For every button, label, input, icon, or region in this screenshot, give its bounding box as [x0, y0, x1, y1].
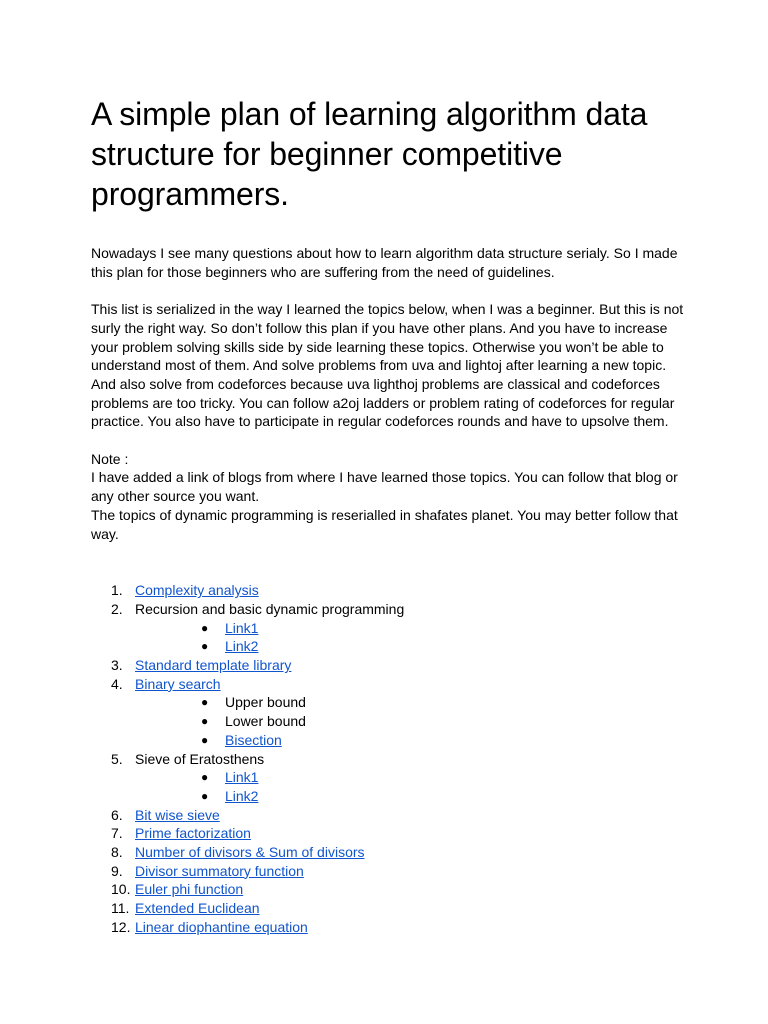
sub-link-link2[interactable]: Link2 [225, 638, 259, 655]
topic-item-divisor-summatory-function [91, 862, 688, 881]
note-block [91, 450, 688, 544]
topic-label-sieve-of-eratosthens: Sieve of Eratosthens [135, 750, 265, 767]
note-label: Note : [91, 450, 129, 467]
bullet-icon: ● [201, 714, 209, 729]
note-line-blogs: I have added a link of blogs from where I have learned those topics. You can follow that blog or any other source you want. [91, 469, 678, 505]
topic-item-euler-phi-function [91, 880, 688, 899]
bullet-icon: ● [201, 770, 209, 785]
sub-item [135, 619, 688, 638]
sub-label-upper-bound: Upper bound [225, 694, 306, 711]
topic-link-number-of-divisors-and-sum-of-divisors[interactable]: Number of divisors & Sum of divisors [135, 844, 365, 861]
topic-link-bit-wise-sieve[interactable]: Bit wise sieve [135, 806, 220, 823]
sub-item [135, 787, 688, 806]
topic-link-extended-euclidean[interactable]: Extended Euclidean [135, 900, 260, 917]
topic-item-linear-diophantine-equation [91, 918, 688, 937]
intro-paragraph: Nowadays I see many questions about how to learn algorithm data structure serialy. So I made this plan for those beginners who are suffering from the need of guidelines. [91, 245, 678, 280]
bullet-icon: ● [201, 732, 209, 747]
sub-item [135, 768, 688, 787]
sub-link-link1[interactable]: Link1 [225, 619, 259, 636]
sub-item [135, 712, 688, 731]
topic-number: 12. [111, 918, 131, 935]
sub-list [135, 768, 688, 805]
sub-list [135, 619, 688, 656]
bullet-icon: ● [201, 695, 209, 710]
topic-number: 9. [111, 862, 123, 879]
topic-number: 5. [111, 750, 123, 767]
topic-item-number-of-divisors-and-sum-of-divisors [91, 843, 688, 862]
topic-number: 10. [111, 881, 131, 898]
sub-link-bisection[interactable]: Bisection [225, 731, 282, 748]
topic-link-linear-diophantine-equation[interactable]: Linear diophantine equation [135, 918, 308, 935]
note-line-dp: The topics of dynamic programming is reserialled in shafates planet. You may better follow that way. [91, 506, 678, 542]
topic-link-prime-factorization[interactable]: Prime factorization [135, 825, 251, 842]
topic-item-complexity-analysis [91, 581, 688, 600]
topic-link-euler-phi-function[interactable]: Euler phi function [135, 881, 244, 898]
bullet-icon: ● [201, 788, 209, 803]
topic-number: 3. [111, 657, 123, 674]
sub-link-link1[interactable]: Link1 [225, 769, 259, 786]
topic-item-recursion-and-basic-dynamic-programming [91, 600, 688, 656]
topic-number: 11. [111, 900, 130, 917]
method-paragraph: This list is serialized in the way I learned the topics below, when I was a beginner. But this is not surly the right way. So don’t follow this plan if you have other plans. And you have to increase your problem solving skills side by side learning these topics. Otherwise you won’t be able to understand most of them. And solve problems from uva and lightoj after learning a new topic. And also solve from codeforces because uva lighthoj problems are classical and codeforces problems are too tricky. You can follow a2oj ladders or problem rating of codeforces for regular practice. You also have to participate in regular codeforces rounds and have to upsolve them. [91, 301, 684, 430]
topic-item-prime-factorization [91, 824, 688, 843]
topic-item-binary-search [91, 675, 688, 750]
topic-item-standard-template-library [91, 656, 688, 675]
topic-link-divisor-summatory-function[interactable]: Divisor summatory function [135, 862, 304, 879]
sub-item [135, 731, 688, 750]
topic-link-binary-search[interactable]: Binary search [135, 675, 221, 692]
sub-item [135, 693, 688, 712]
topic-number: 4. [111, 675, 123, 692]
topic-list [91, 581, 688, 936]
document-title: A simple plan of learning algorithm data structure for beginner competitive programmers. [91, 96, 648, 212]
topic-number: 6. [111, 806, 123, 823]
topic-number: 2. [111, 600, 123, 617]
topic-link-complexity-analysis[interactable]: Complexity analysis [135, 582, 259, 599]
topic-item-sieve-of-eratosthens [91, 750, 688, 806]
topic-number: 8. [111, 844, 123, 861]
topic-link-standard-template-library[interactable]: Standard template library [135, 657, 292, 674]
sub-link-link2[interactable]: Link2 [225, 787, 259, 804]
bullet-icon: ● [201, 639, 209, 654]
topic-item-extended-euclidean [91, 899, 688, 918]
topic-item-bit-wise-sieve [91, 806, 688, 825]
topic-label-recursion-and-basic-dynamic-programming: Recursion and basic dynamic programming [135, 600, 405, 617]
topic-number: 7. [111, 825, 123, 842]
sub-item [135, 637, 688, 656]
bullet-icon: ● [201, 620, 209, 635]
sub-label-lower-bound: Lower bound [225, 713, 306, 730]
sub-list [135, 693, 688, 749]
topic-number: 1. [111, 582, 123, 599]
